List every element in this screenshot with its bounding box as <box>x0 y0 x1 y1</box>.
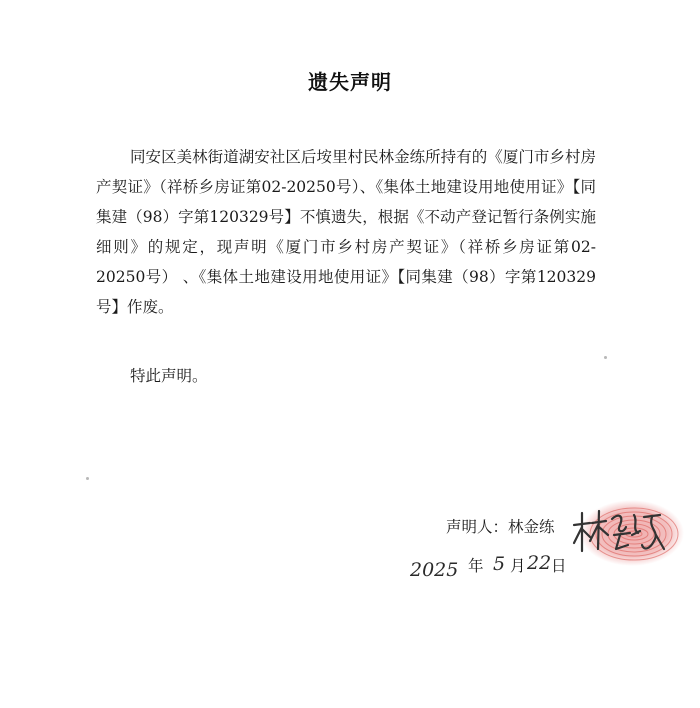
date-month: 5 <box>493 553 506 575</box>
date-row <box>405 550 585 590</box>
date-year: 2025 <box>410 559 459 581</box>
scan-speck <box>86 477 89 480</box>
date-year-unit: 年 <box>468 557 484 575</box>
closing-statement: 特此声明。 <box>130 367 208 385</box>
document-title: 遗失声明 <box>308 70 392 94</box>
declaration-body <box>96 142 596 322</box>
date-day-unit: 日 <box>551 557 567 575</box>
date-month-unit: 月 <box>510 557 526 575</box>
scan-speck <box>604 356 607 359</box>
date-day: 22 <box>527 552 552 574</box>
declaration-paragraph: 同安区美林街道湖安社区后垵里村民林金练所持有的《厦门市乡村房产契证》（祥桥乡房证第02-20250号）、《集体土地建设用地使用证》【同集建（98）字第120329号】不慎遗失，根据《不动产登记暂行条例实施细则》的规定，现声明《厦门市乡村房产契证》（祥桥乡房证第02-20250号） 、《集体土地建设用地使用证》【同集建（98）字第120329号】作废。 <box>96 148 596 316</box>
declarant-label: 声明人：林金练 <box>446 518 555 536</box>
